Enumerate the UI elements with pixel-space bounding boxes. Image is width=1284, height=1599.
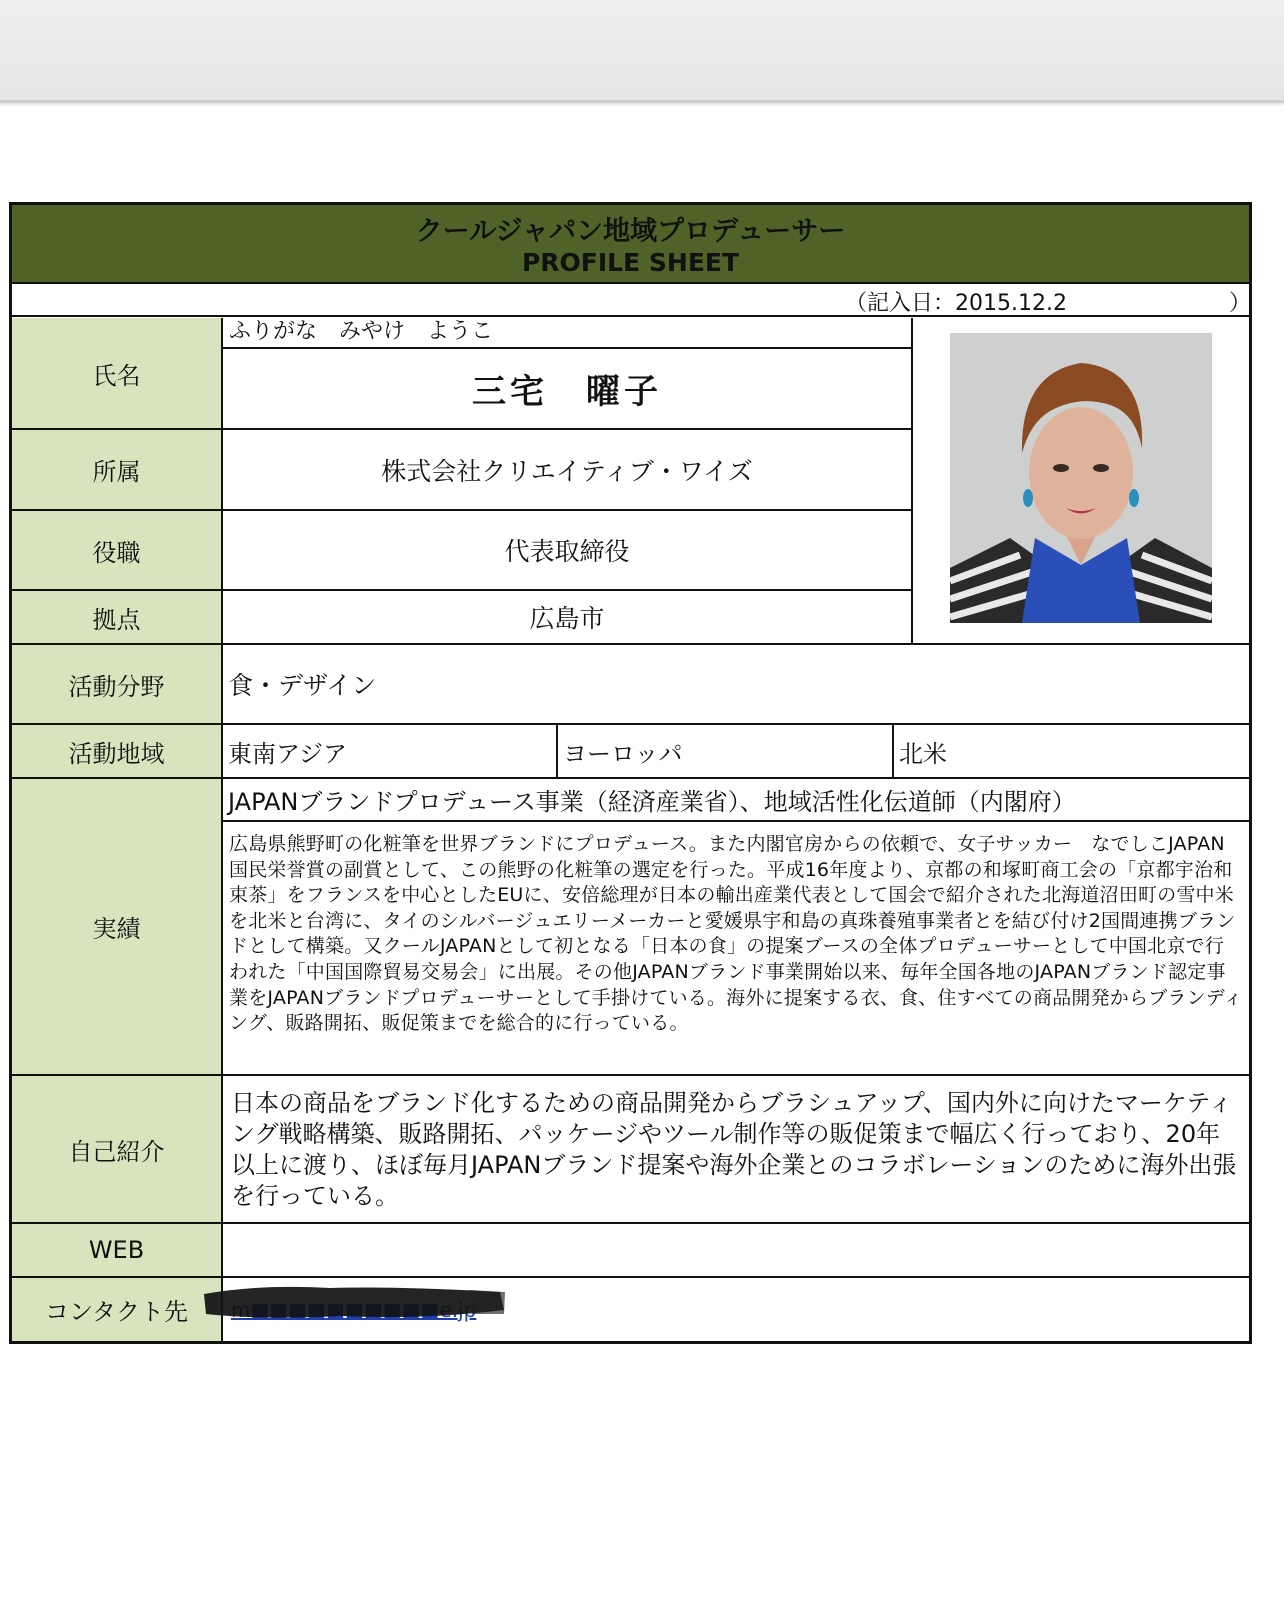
label-web: WEB bbox=[12, 1224, 223, 1278]
label-contact: コンタクト先 bbox=[12, 1278, 223, 1341]
field-value: 食・デザイン bbox=[223, 645, 1249, 725]
label-field: 活動分野 bbox=[12, 645, 223, 725]
label-base: 拠点 bbox=[12, 591, 223, 645]
name-field: 三宅 曜子 bbox=[223, 349, 911, 430]
label-affiliation: 所属 bbox=[12, 430, 223, 511]
region-3: 北米 bbox=[894, 725, 1249, 779]
entry-date: 記入日：2015.12.2 bbox=[867, 291, 1067, 316]
redaction-marker bbox=[200, 1280, 510, 1322]
intro-text: 日本の商品をブランド化するための商品開発からブラシュアップ、国内外に向けたマーケティング戦略構築、販路開拓、パッケージやツール制作等の販促策まで幅広く行っており、20年以上に渡り、ほぼ毎月JAPANブランド提案や海外企業とのコラボレーションのために海外出張を行っている。 bbox=[223, 1076, 1249, 1224]
entry-date-row bbox=[12, 284, 1252, 317]
label-achievements: 実績 bbox=[12, 779, 223, 1076]
achievement-summary: JAPANブランドプロデュース事業（経済産業省）、地域活性化伝道師（内閣府） bbox=[223, 779, 1249, 822]
base-field: 広島市 bbox=[223, 591, 911, 645]
label-position: 役職 bbox=[12, 511, 223, 591]
profile-sheet bbox=[9, 202, 1252, 1344]
sheet-subtitle: PROFILE SHEET bbox=[521, 248, 740, 277]
browser-top-bar bbox=[0, 0, 1284, 103]
profile-photo-cell bbox=[911, 318, 1249, 645]
region-1: 東南アジア bbox=[223, 725, 558, 779]
date-open-paren: （ bbox=[845, 291, 868, 316]
position-field: 代表取締役 bbox=[223, 511, 911, 591]
label-intro: 自己紹介 bbox=[12, 1076, 223, 1224]
furigana-field: ふりがな みやけ ようこ bbox=[223, 318, 911, 349]
label-region: 活動地域 bbox=[12, 725, 223, 779]
date-close-paren: ） bbox=[1229, 291, 1252, 316]
label-name: 氏名 bbox=[12, 318, 223, 430]
web-field[interactable] bbox=[223, 1224, 1249, 1278]
sheet-title: クールジャパン地域プロデューサー bbox=[415, 216, 846, 247]
profile-photo bbox=[950, 333, 1212, 623]
region-2: ヨーロッパ bbox=[558, 725, 894, 779]
achievement-detail: 広島県熊野町の化粧筆を世界ブランドにプロデュース。また内閣官房からの依頼で、女子サッカー なでしこJAPAN国民栄誉賞の副賞として、この熊野の化粧筆の選定を行った。平成16年度より、京都の和塚町商工会の「京都宇治和束茶」をフランスを中心としたEUに、安倍総理が日本の輸出産業代表として国会で紹介された北海道沼田町の雪中米を北米と台湾に、タイのシルバージュエリーメーカーと愛媛県宇和島の真珠養殖事業者とを結び付け2国間連携ブランドとして構築。又クールJAPANとして初となる「日本の食」の提案ブースの全体プロデューサーとして中国北京で行われた「中国国際貿易交易会」に出展。その他JAPANブランド事業開始以来、毎年全国各地のJAPANブランド認定事業をJAPANブランドプロデューサーとして手掛けている。海外に提案する衣、食、住すべての商品開発からブランディング、販路開拓、販促策までを総合的に行っている。 bbox=[223, 822, 1249, 1076]
sheet-header bbox=[12, 205, 1249, 284]
affiliation-field: 株式会社クリエイティブ・ワイズ bbox=[223, 430, 911, 511]
